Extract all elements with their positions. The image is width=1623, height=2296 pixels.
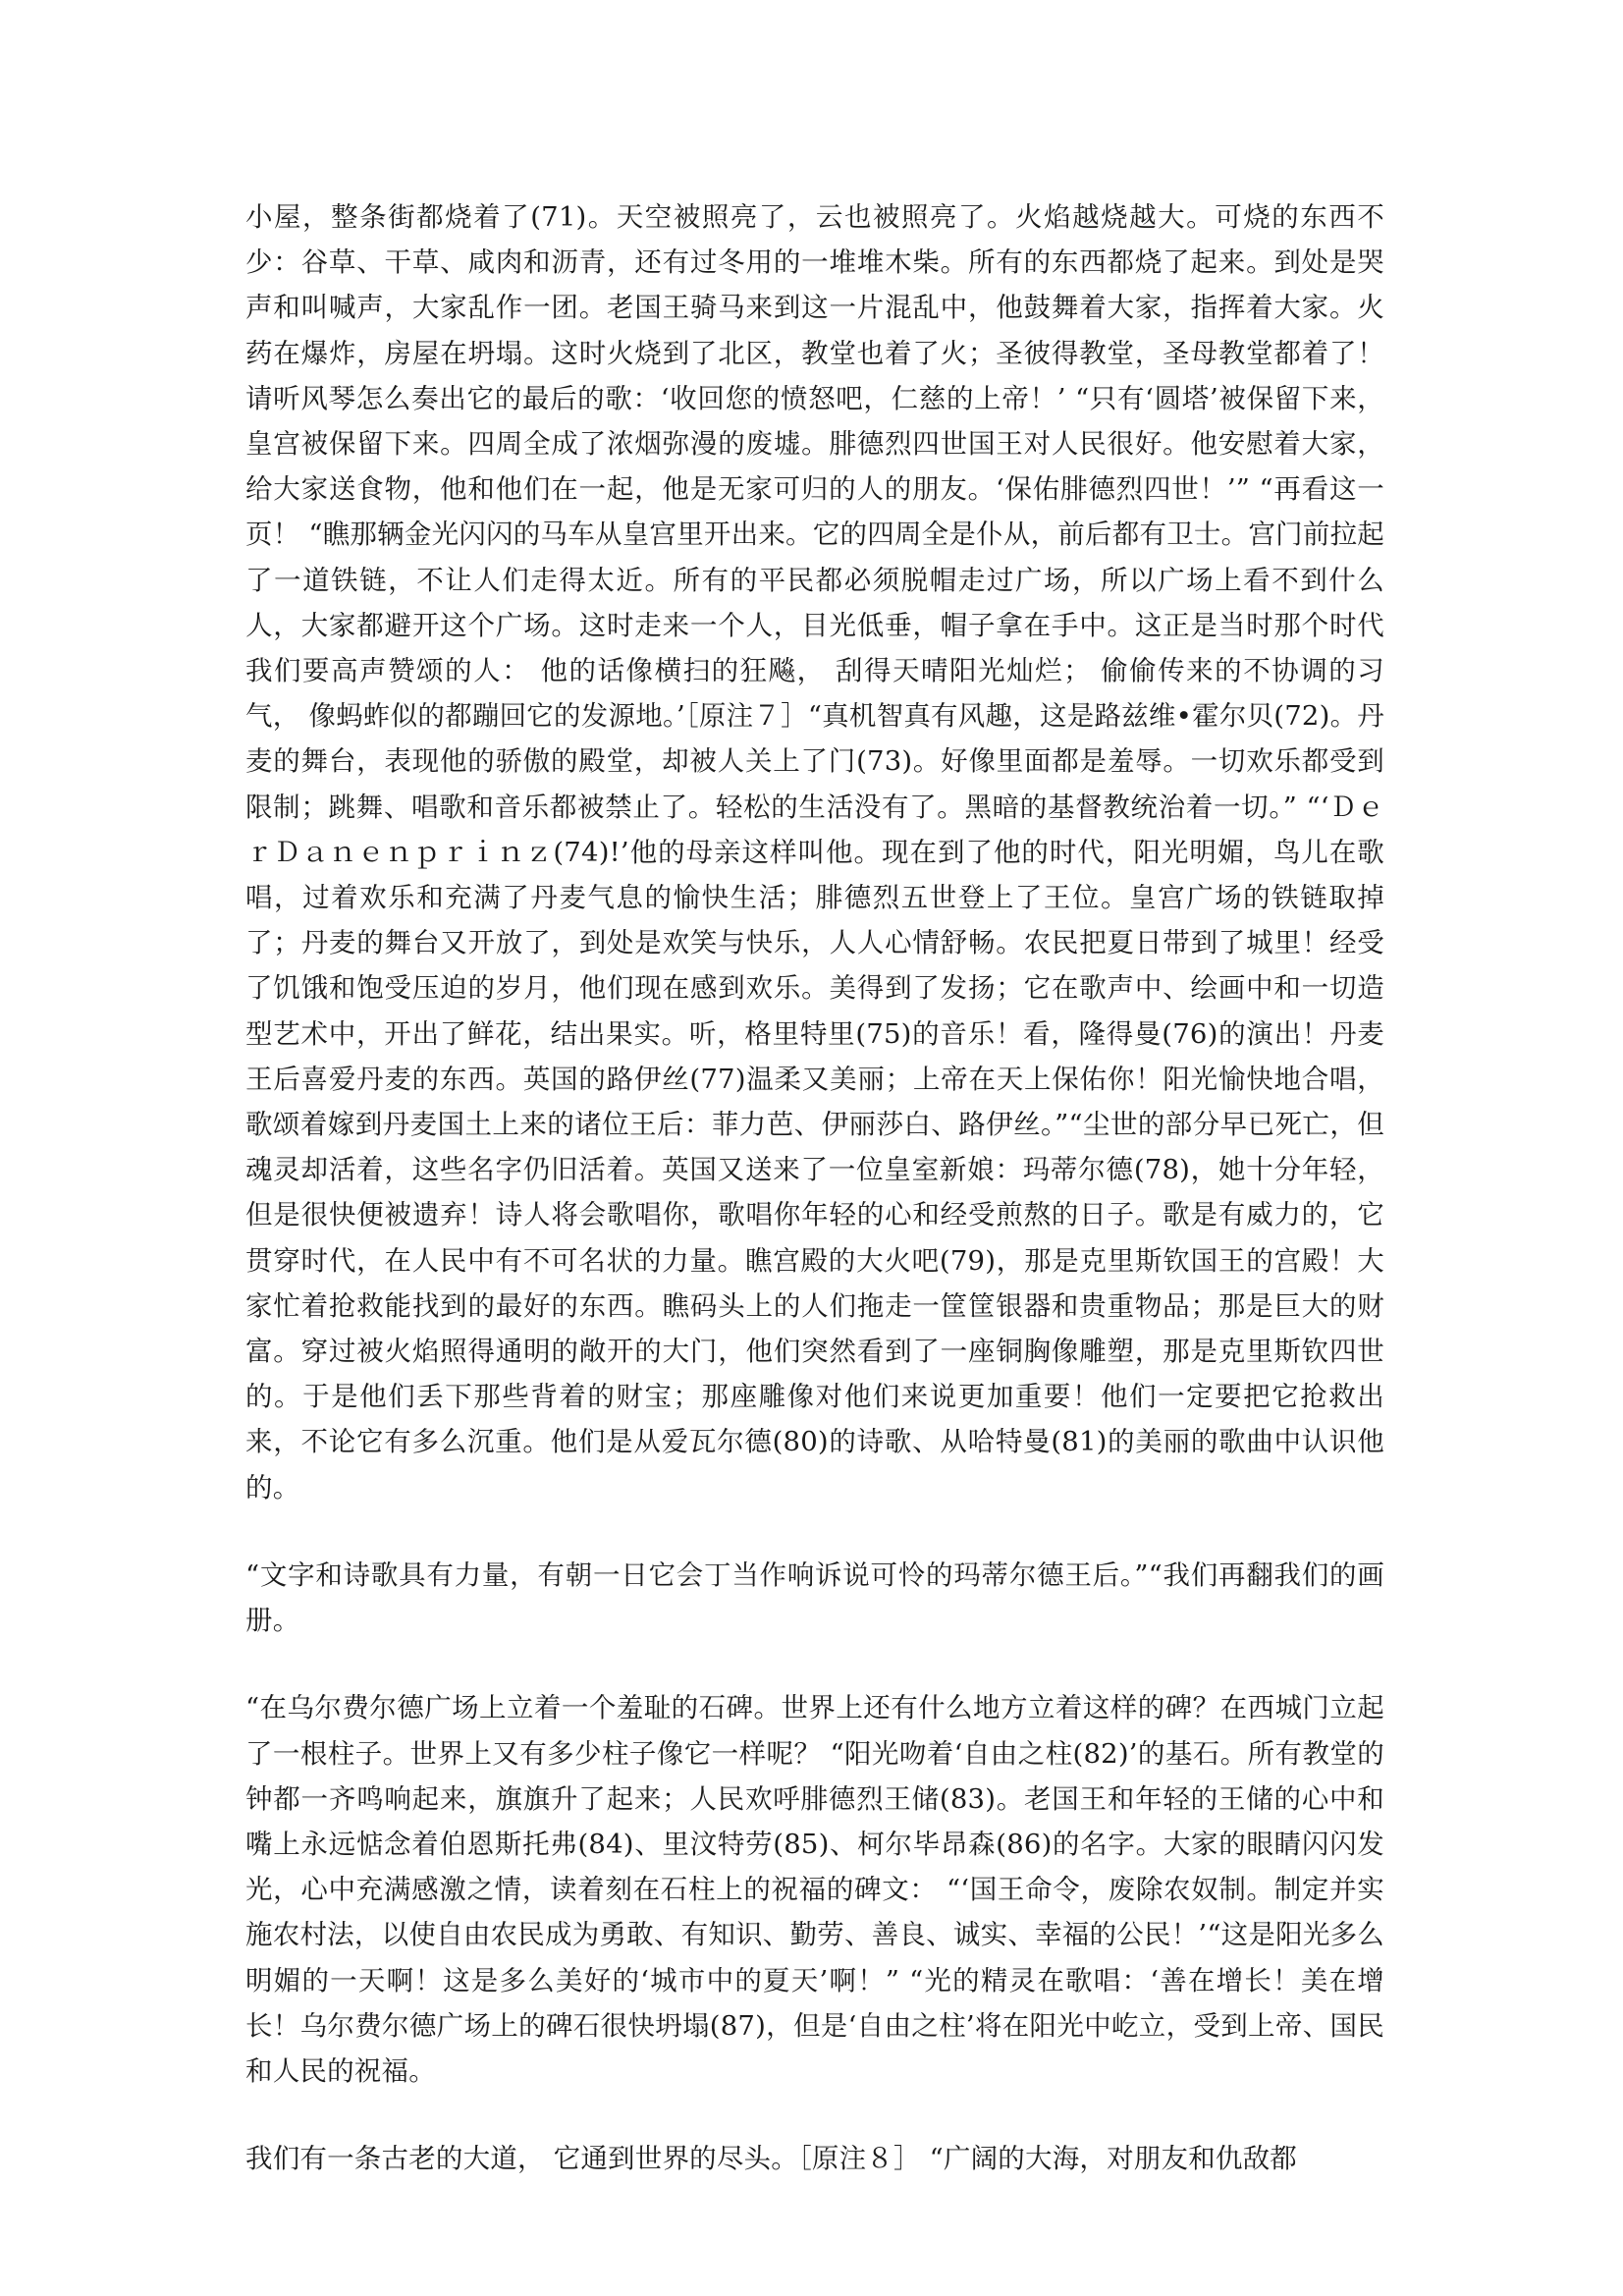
document-body	[245, 194, 1384, 2181]
paragraph-4: 我们有一条古老的大道， 它通到世界的尽头。［原注８］ “广阔的大海，对朋友和仇敌都	[245, 2143, 1297, 2175]
paragraph-gap	[245, 1510, 1384, 1553]
paragraph-gap	[245, 2094, 1384, 2136]
paragraph-2: “文字和诗歌具有力量，有朝一日它会丁当作响诉说可怜的玛蒂尔德王后。”“我们再翻我们的画册。	[245, 1558, 1384, 1637]
paragraph-1: 小屋，整条街都烧着了(71)。天空被照亮了，云也被照亮了。火焰越烧越大。可烧的东西不少：谷草、干草、咸肉和沥青，还有过冬用的一堆堆木柴。所有的东西都烧了起来。到处是哭声和叫喊声，大家乱作一团。老国王骑马来到这一片混乱中，他鼓舞着大家，指挥着大家。火药在爆炸，房屋在坍塌。这时火烧到了北区，教堂也着了火；圣彼得教堂，圣母教堂都着了！请听风琴怎么奏出它的最后的歌：‘收回您的愤怒吧，仁慈的上帝！’ “只有‘圆塔’被保留下来，皇宫被保留下来。四周全成了浓烟弥漫的废墟。腓德烈四世国王对人民很好。他安慰着大家，给大家送食物，他和他们在一起，他是无家可归的人的朋友。‘保佑腓德烈四世！’” “再看这一页！ “瞧那辆金光闪闪的马车从皇宫里开出来。它的四周全是仆从，前后都有卫士。宫门前拉起了一道铁链，不让人们走得太近。所有的平民都必须脱帽走过广场，所以广场上看不到什么人，大家都避开这个广场。这时走来一个人，目光低垂，帽子拿在手中。这正是当时那个时代我们要高声赞颂的人： 他的话像横扫的狂飚， 刮得天晴阳光灿烂； 偷偷传来的不协调的习气， 像蚂蚱似的都蹦回它的发源地。’［原注７］“真机智真有风趣，这是路兹维•霍尔贝(72)。丹麦的舞台，表现他的骄傲的殿堂，却被人关上了门(73)。好像里面都是羞辱。一切欢乐都受到限制；跳舞、唱歌和音乐都被禁止了。轻松的生活没有了。黑暗的基督教统治着一切。” “‘ＤｅｒＤａｎｅｎｐｒｉｎｚ(74)!’他的母亲这样叫他。现在到了他的时代，阳光明媚，鸟儿在歌唱，过着欢乐和充满了丹麦气息的愉快生活；腓德烈五世登上了王位。皇宫广场的铁链取掉了；丹麦的舞台又开放了，到处是欢笑与快乐，人人心情舒畅。农民把夏日带到了城里！经受了饥饿和饱受压迫的岁月，他们现在感到欢乐。美得到了发扬；它在歌声中、绘画中和一切造型艺术中，开出了鲜花，结出果实。听，格里特里(75)的音乐！看，隆得曼(76)的演出！丹麦王后喜爱丹麦的东西。英国的路伊丝(77)温柔又美丽；上帝在天上保佑你！阳光愉快地合唱，歌颂着嫁到丹麦国土上来的诸位王后：菲力芭、伊丽莎白、路伊丝。”“尘世的部分早已死亡，但魂灵却活着，这些名字仍旧活着。英国又送来了一位皇室新娘：玛蒂尔德(78)，她十分年轻，但是很快便被遗弃！诗人将会歌唱你，歌唱你年轻的心和经受煎熬的日子。歌是有威力的，它贯穿时代，在人民中有不可名状的力量。瞧宫殿的大火吧(79)，那是克里斯钦国王的宫殿！大家忙着抢救能找到的最好的东西。瞧码头上的人们拖走一筐筐银器和贵重物品；那是巨大的财富。穿过被火焰照得通明的敞开的大门，他们突然看到了一座铜胸像雕塑，那是克里斯钦四世的。于是他们丢下那些背着的财宝；那座雕像对他们来说更加重要！他们一定要把它抢救出来，不论它有多么沉重。他们是从爱瓦尔德(80)的诗歌、从哈特曼(81)的美丽的歌曲中认识他的。	[245, 201, 1384, 1503]
paragraph-gap	[245, 1643, 1384, 1685]
paragraph-3: “在乌尔费尔德广场上立着一个羞耻的石碑。世界上还有什么地方立着这样的碑？在西城门立起了一根柱子。世界上又有多少柱子像它一样呢？ “阳光吻着‘自由之柱(82)’的基石。所有教堂的钟都一齐鸣响起来，旗旗升了起来；人民欢呼腓德烈王储(83)。老国王和年轻的王储的心中和嘴上永远惦念着伯恩斯托弗(84)、里汶特劳(85)、柯尔毕昂森(86)的名字。大家的眼睛闪闪发光，心中充满感激之情，读着刻在石柱上的祝福的碑文： “‘国王命令，废除农奴制。制定并实施农村法，以使自由农民成为勇敢、有知识、勤劳、善良、诚实、幸福的公民！’“这是阳光多么明媚的一天啊！这是多么美好的‘城市中的夏天’啊！” “光的精灵在歌唱：‘善在增长！美在增长！乌尔费尔德广场上的碑石很快坍塌(87)，但是‘自由之柱’将在阳光中屹立，受到上帝、国民和人民的祝福。	[245, 1692, 1384, 2087]
